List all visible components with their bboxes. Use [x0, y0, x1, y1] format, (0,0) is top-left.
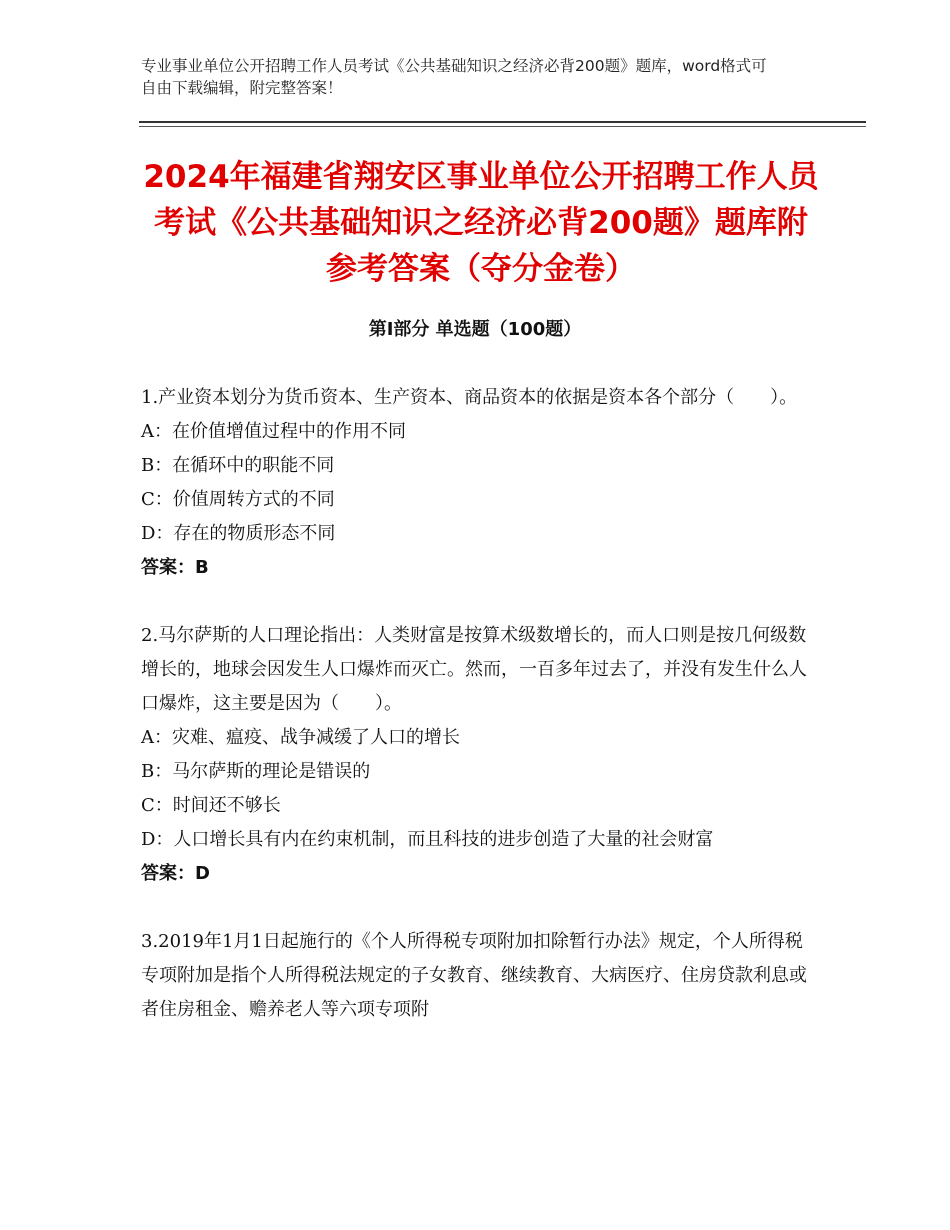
- question-stem: 1.产业资本划分为货币资本、生产资本、商品资本的依据是资本各个部分（ ）。: [141, 387, 798, 408]
- part-heading: 第I部分 单选题（100题）: [368, 319, 582, 340]
- option-d: D：人口增长具有内在约束机制，而且科技的进步创造了大量的社会财富: [141, 829, 714, 850]
- answer: 答案：B: [141, 557, 209, 578]
- option-b: B：在循环中的职能不同: [141, 455, 335, 476]
- option-a: A：灾难、瘟疫、战争减缓了人口的增长: [141, 727, 460, 748]
- header-rule-thick: [139, 121, 866, 123]
- option-c: C：价值周转方式的不同: [141, 489, 335, 510]
- option-b: B：马尔萨斯的理论是错误的: [141, 761, 371, 782]
- question-list: [141, 381, 811, 1027]
- option-d: D：存在的物质形态不同: [141, 523, 336, 544]
- question-2: [141, 619, 811, 891]
- answer: 答案：D: [141, 863, 210, 884]
- document-title: 2024年福建省翔安区事业单位公开招聘工作人员考试《公共基础知识之经济必背200题》题库附参考答案（夺分金卷）: [143, 159, 819, 287]
- option-c: C：时间还不够长: [141, 795, 281, 816]
- header-rule-thin: [139, 126, 866, 127]
- question-stem: 2.马尔萨斯的人口理论指出：人类财富是按算术级数增长的，而人口则是按几何级数增长的，地球会因发生人口爆炸而灭亡。然而，一百多年过去了，并没有发生什么人口爆炸，这主要是因为（ ）。: [141, 625, 807, 714]
- header-note: 专业事业单位公开招聘工作人员考试《公共基础知识之经济必背200题》题库，word格式可自由下载编辑，附完整答案！: [141, 57, 767, 97]
- option-a: A：在价值增值过程中的作用不同: [141, 421, 406, 442]
- question-stem: 3.2019年1月1日起施行的《个人所得税专项附加扣除暂行办法》规定，个人所得税专项附加是指个人所得税法规定的子女教育、继续教育、大病医疗、住房贷款利息或者住房租金、赡养老人等六项专项附: [141, 931, 807, 1020]
- question-1: [141, 381, 811, 585]
- question-3: [141, 925, 811, 1027]
